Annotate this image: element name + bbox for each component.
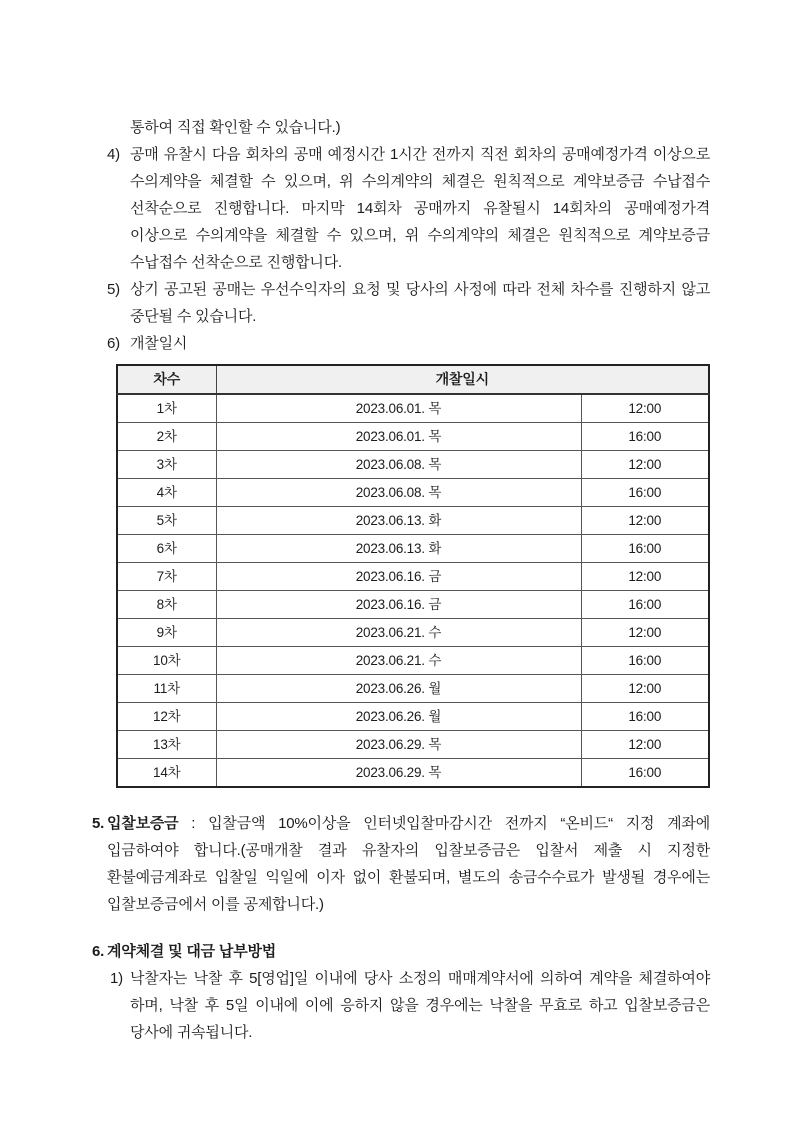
time-cell: 16:00 (581, 647, 709, 675)
round-cell: 1차 (117, 394, 216, 423)
table-header (117, 365, 709, 394)
date-cell: 2023.06.13. 화 (216, 507, 581, 535)
section-5-paragraph (107, 810, 710, 918)
section-6-item-1-text: 낙찰자는 낙찰 후 5[영업]일 이내에 당사 소정의 매매계약서에 의하여 계약을 체결하여야 하며, 낙찰 후 5일 이내에 이에 응하지 않을 경우에는 낙찰을 무효로 하고 입찰보증금은 당사에 귀속됩니다. (130, 970, 710, 1041)
paragraph-continuation-line: 통하여 직접 확인할 수 있습니다.) (130, 119, 341, 136)
time-cell: 16:00 (581, 535, 709, 563)
bid-opening-schedule-table (116, 364, 710, 788)
round-cell: 11차 (117, 675, 216, 703)
round-cell: 8차 (117, 591, 216, 619)
round-cell: 9차 (117, 619, 216, 647)
date-cell: 2023.06.08. 목 (216, 451, 581, 479)
round-cell: 3차 (117, 451, 216, 479)
time-cell: 12:00 (581, 507, 709, 535)
list-item-4-marker: 4) (107, 146, 120, 163)
round-cell: 6차 (117, 535, 216, 563)
time-cell: 12:00 (581, 675, 709, 703)
document-content (92, 114, 710, 1046)
section-6-heading-row (92, 938, 710, 965)
date-cell: 2023.06.21. 수 (216, 647, 581, 675)
date-cell: 2023.06.16. 금 (216, 563, 581, 591)
table-row (117, 703, 709, 731)
date-cell: 2023.06.16. 금 (216, 591, 581, 619)
table-row (117, 507, 709, 535)
date-cell: 2023.06.26. 월 (216, 675, 581, 703)
round-cell: 13차 (117, 731, 216, 759)
section-5-bid-deposit (92, 810, 710, 918)
section-5-number: 5. (92, 815, 105, 832)
list-item-5 (92, 276, 710, 330)
round-column-header: 차수 (117, 365, 216, 394)
round-cell: 2차 (117, 423, 216, 451)
round-cell: 7차 (117, 563, 216, 591)
section-5-separator: : (178, 815, 209, 832)
table-row (117, 535, 709, 563)
round-cell: 14차 (117, 759, 216, 788)
list-item-6 (92, 330, 710, 357)
table-body (117, 394, 709, 787)
date-cell: 2023.06.08. 목 (216, 479, 581, 507)
list-item-4 (92, 141, 710, 276)
table-row (117, 479, 709, 507)
list-item-5-marker: 5) (107, 281, 120, 298)
table-row (117, 675, 709, 703)
list-item-6-label: 개찰일시 (130, 335, 188, 352)
table-row (117, 619, 709, 647)
section-5-body: 입찰금액 10%이상을 인터넷입찰마감시간 전까지 “온비드“ 지정 계좌에 입금하여야 합니다.(공매개찰 결과 유찰자의 입찰보증금은 입찰서 제출 시 지정한 환불예금계좌로 입찰일 익일에 이자 없이 환불되며, 별도의 송금수수료가 발생될 경우에는 입찰보증금에서 이를 공제합니다.) (107, 815, 710, 913)
round-cell: 12차 (117, 703, 216, 731)
section-6-title: 계약체결 및 대금 납부방법 (107, 943, 277, 960)
date-cell: 2023.06.01. 목 (216, 423, 581, 451)
table-row (117, 591, 709, 619)
time-cell: 12:00 (581, 394, 709, 423)
time-cell: 16:00 (581, 423, 709, 451)
table-row (117, 563, 709, 591)
date-cell: 2023.06.29. 목 (216, 759, 581, 788)
time-cell: 12:00 (581, 451, 709, 479)
date-cell: 2023.06.13. 화 (216, 535, 581, 563)
table-row (117, 394, 709, 423)
date-cell: 2023.06.29. 목 (216, 731, 581, 759)
table-row (117, 423, 709, 451)
list-item-5-text: 상기 공고된 공매는 우선수익자의 요청 및 당사의 사정에 따라 전체 차수를 진행하지 않고 중단될 수 있습니다. (130, 281, 710, 325)
section-5-title: 입찰보증금 (107, 815, 179, 832)
section-6-item-1-marker: 1) (110, 970, 123, 987)
time-cell: 16:00 (581, 591, 709, 619)
time-cell: 16:00 (581, 703, 709, 731)
time-cell: 12:00 (581, 731, 709, 759)
time-cell: 12:00 (581, 619, 709, 647)
round-cell: 4차 (117, 479, 216, 507)
datetime-column-header: 개찰일시 (216, 365, 709, 394)
time-cell: 16:00 (581, 759, 709, 788)
date-cell: 2023.06.01. 목 (216, 394, 581, 423)
time-cell: 12:00 (581, 563, 709, 591)
table-row (117, 731, 709, 759)
table-row (117, 647, 709, 675)
date-cell: 2023.06.26. 월 (216, 703, 581, 731)
date-cell: 2023.06.21. 수 (216, 619, 581, 647)
section-6-item-1 (92, 965, 710, 1046)
round-cell: 10차 (117, 647, 216, 675)
list-item-4-text: 공매 유찰시 다음 회차의 공매 예정시간 1시간 전까지 직전 회차의 공매예정가격 이상으로 수의계약을 체결할 수 있으며, 위 수의계약의 체결은 원칙적으로 계약보증금 수납접수 선착순으로 진행합니다. 마지막 14회차 공매까지 유찰될시 14회차의 공매예정가격 이상으로 수의계약을 체결할 수 있으며, 위 수의계약의 체결은 원칙적으로 계약보증금 수납접수 선착순으로 진행합니다. (130, 146, 710, 271)
list-item-6-marker: 6) (107, 335, 120, 352)
section-6-number: 6. (92, 943, 105, 960)
round-cell: 5차 (117, 507, 216, 535)
table-header-row (117, 365, 709, 394)
section-6-contract-payment (92, 938, 710, 1046)
time-cell: 16:00 (581, 479, 709, 507)
table-row (117, 759, 709, 788)
table-row (117, 451, 709, 479)
